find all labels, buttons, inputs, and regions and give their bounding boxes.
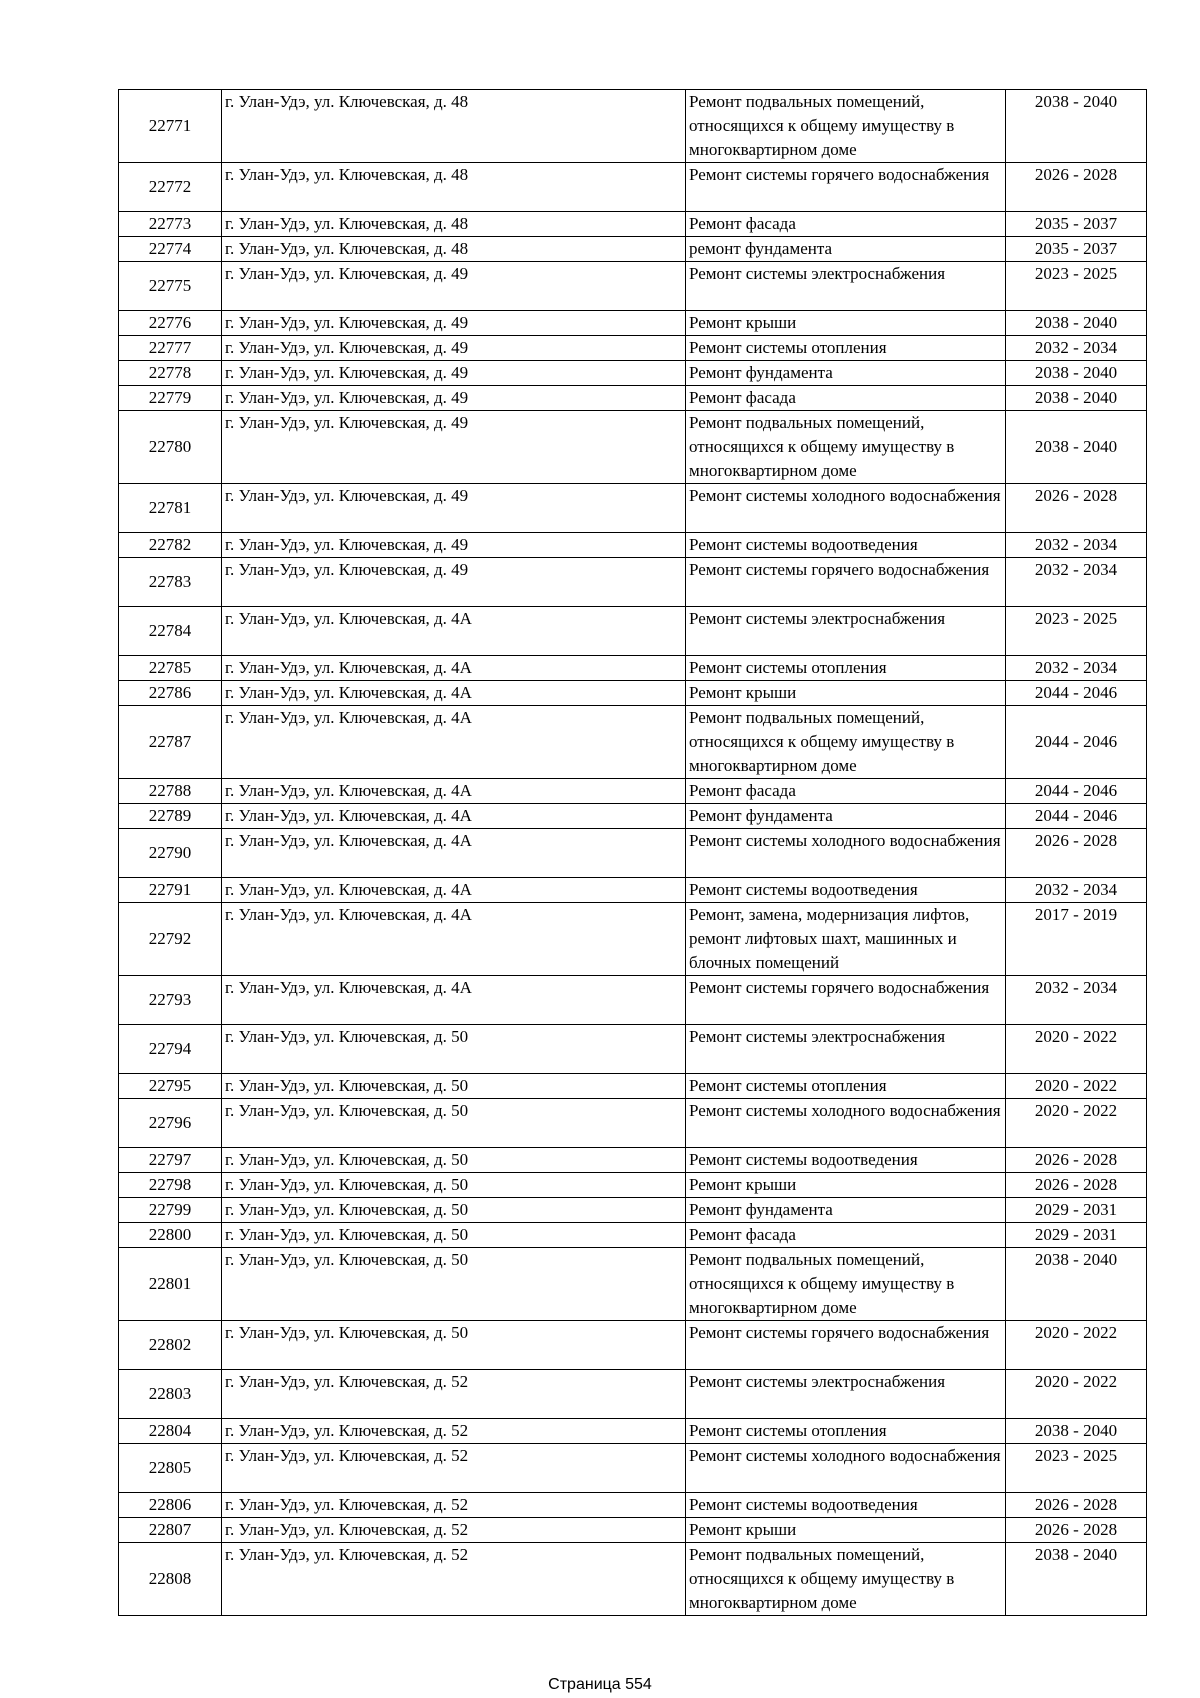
row-number: 22772	[119, 163, 222, 212]
table-row	[119, 656, 1147, 681]
row-work-type: Ремонт фасада	[686, 386, 1006, 411]
row-number: 22777	[119, 336, 222, 361]
row-address: г. Улан-Удэ, ул. Ключевская, д. 50	[222, 1198, 686, 1223]
table-row	[119, 1148, 1147, 1173]
table-row	[119, 311, 1147, 336]
table-row	[119, 411, 1147, 484]
row-address: г. Улан-Удэ, ул. Ключевская, д. 52	[222, 1370, 686, 1419]
table-row	[119, 1419, 1147, 1444]
works-table-body	[119, 90, 1147, 1616]
row-period: 2032 - 2034	[1006, 533, 1147, 558]
row-work-type: Ремонт системы холодного водоснабжения	[686, 1444, 1006, 1493]
row-work-type: Ремонт фасада	[686, 212, 1006, 237]
row-work-type: Ремонт системы электроснабжения	[686, 607, 1006, 656]
row-period: 2044 - 2046	[1006, 681, 1147, 706]
row-period: 2038 - 2040	[1006, 1543, 1147, 1616]
row-address: г. Улан-Удэ, ул. Ключевская, д. 50	[222, 1248, 686, 1321]
row-address: г. Улан-Удэ, ул. Ключевская, д. 50	[222, 1321, 686, 1370]
row-period: 2044 - 2046	[1006, 804, 1147, 829]
row-address: г. Улан-Удэ, ул. Ключевская, д. 4А	[222, 779, 686, 804]
row-work-type: Ремонт системы отопления	[686, 1419, 1006, 1444]
row-address: г. Улан-Удэ, ул. Ключевская, д. 4А	[222, 607, 686, 656]
table-row	[119, 829, 1147, 878]
row-number: 22774	[119, 237, 222, 262]
row-number: 22793	[119, 976, 222, 1025]
row-period: 2020 - 2022	[1006, 1025, 1147, 1074]
row-work-type: Ремонт фасада	[686, 1223, 1006, 1248]
table-row	[119, 1223, 1147, 1248]
row-work-type: Ремонт системы водоотведения	[686, 1148, 1006, 1173]
table-row	[119, 1321, 1147, 1370]
row-address: г. Улан-Удэ, ул. Ключевская, д. 49	[222, 533, 686, 558]
row-work-type: Ремонт системы электроснабжения	[686, 1370, 1006, 1419]
table-row	[119, 706, 1147, 779]
row-work-type: Ремонт системы водоотведения	[686, 533, 1006, 558]
row-number: 22794	[119, 1025, 222, 1074]
row-period: 2026 - 2028	[1006, 1148, 1147, 1173]
row-address: г. Улан-Удэ, ул. Ключевская, д. 4А	[222, 976, 686, 1025]
row-period: 2020 - 2022	[1006, 1321, 1147, 1370]
row-number: 22796	[119, 1099, 222, 1148]
row-period: 2017 - 2019	[1006, 903, 1147, 976]
row-number: 22805	[119, 1444, 222, 1493]
row-work-type: Ремонт системы горячего водоснабжения	[686, 163, 1006, 212]
table-row	[119, 558, 1147, 607]
row-number: 22807	[119, 1518, 222, 1543]
row-address: г. Улан-Удэ, ул. Ключевская, д. 48	[222, 163, 686, 212]
row-work-type: Ремонт системы холодного водоснабжения	[686, 829, 1006, 878]
table-row	[119, 1444, 1147, 1493]
row-period: 2032 - 2034	[1006, 656, 1147, 681]
row-work-type: Ремонт подвальных помещений, относящихся к общему имуществу в многоквартирном доме	[686, 706, 1006, 779]
row-number: 22788	[119, 779, 222, 804]
row-period: 2020 - 2022	[1006, 1370, 1147, 1419]
row-period: 2038 - 2040	[1006, 1248, 1147, 1321]
works-table	[118, 89, 1147, 1616]
table-row	[119, 1248, 1147, 1321]
row-work-type: Ремонт системы отопления	[686, 1074, 1006, 1099]
table-row	[119, 1074, 1147, 1099]
row-number: 22792	[119, 903, 222, 976]
row-number: 22791	[119, 878, 222, 903]
table-row	[119, 1198, 1147, 1223]
row-work-type: Ремонт системы водоотведения	[686, 878, 1006, 903]
row-period: 2023 - 2025	[1006, 262, 1147, 311]
row-number: 22797	[119, 1148, 222, 1173]
row-number: 22790	[119, 829, 222, 878]
row-period: 2026 - 2028	[1006, 1493, 1147, 1518]
row-work-type: Ремонт подвальных помещений, относящихся к общему имуществу в многоквартирном доме	[686, 1543, 1006, 1616]
row-number: 22775	[119, 262, 222, 311]
table-row	[119, 1518, 1147, 1543]
table-row	[119, 262, 1147, 311]
page-number: Страница 554	[548, 1676, 652, 1693]
row-number: 22782	[119, 533, 222, 558]
row-address: г. Улан-Удэ, ул. Ключевская, д. 49	[222, 386, 686, 411]
row-address: г. Улан-Удэ, ул. Ключевская, д. 49	[222, 558, 686, 607]
row-number: 22780	[119, 411, 222, 484]
table-row	[119, 1493, 1147, 1518]
row-period: 2032 - 2034	[1006, 976, 1147, 1025]
row-address: г. Улан-Удэ, ул. Ключевская, д. 49	[222, 336, 686, 361]
row-address: г. Улан-Удэ, ул. Ключевская, д. 50	[222, 1099, 686, 1148]
row-number: 22789	[119, 804, 222, 829]
row-address: г. Улан-Удэ, ул. Ключевская, д. 52	[222, 1419, 686, 1444]
table-row	[119, 533, 1147, 558]
row-period: 2026 - 2028	[1006, 829, 1147, 878]
table-row	[119, 361, 1147, 386]
table-row	[119, 237, 1147, 262]
row-address: г. Улан-Удэ, ул. Ключевская, д. 50	[222, 1148, 686, 1173]
row-work-type: Ремонт фундамента	[686, 804, 1006, 829]
row-number: 22781	[119, 484, 222, 533]
row-work-type: Ремонт подвальных помещений, относящихся к общему имуществу в многоквартирном доме	[686, 1248, 1006, 1321]
row-work-type: Ремонт системы водоотведения	[686, 1493, 1006, 1518]
row-address: г. Улан-Удэ, ул. Ключевская, д. 4А	[222, 829, 686, 878]
row-period: 2026 - 2028	[1006, 1173, 1147, 1198]
row-period: 2038 - 2040	[1006, 1419, 1147, 1444]
row-work-type: Ремонт фундамента	[686, 361, 1006, 386]
row-work-type: Ремонт системы холодного водоснабжения	[686, 484, 1006, 533]
row-number: 22801	[119, 1248, 222, 1321]
row-address: г. Улан-Удэ, ул. Ключевская, д. 49	[222, 484, 686, 533]
row-number: 22802	[119, 1321, 222, 1370]
row-period: 2026 - 2028	[1006, 484, 1147, 533]
table-row	[119, 878, 1147, 903]
row-number: 22779	[119, 386, 222, 411]
table-row	[119, 903, 1147, 976]
row-period: 2044 - 2046	[1006, 779, 1147, 804]
row-number: 22778	[119, 361, 222, 386]
row-period: 2023 - 2025	[1006, 1444, 1147, 1493]
row-address: г. Улан-Удэ, ул. Ключевская, д. 52	[222, 1543, 686, 1616]
row-period: 2035 - 2037	[1006, 212, 1147, 237]
row-number: 22771	[119, 90, 222, 163]
row-number: 22798	[119, 1173, 222, 1198]
row-address: г. Улан-Удэ, ул. Ключевская, д. 4А	[222, 681, 686, 706]
row-work-type: Ремонт системы горячего водоснабжения	[686, 1321, 1006, 1370]
row-period: 2026 - 2028	[1006, 1518, 1147, 1543]
row-work-type: Ремонт системы отопления	[686, 656, 1006, 681]
table-row	[119, 1099, 1147, 1148]
table-row	[119, 804, 1147, 829]
row-address: г. Улан-Удэ, ул. Ключевская, д. 48	[222, 212, 686, 237]
table-row	[119, 681, 1147, 706]
row-number: 22803	[119, 1370, 222, 1419]
row-work-type: Ремонт подвальных помещений, относящихся к общему имуществу в многоквартирном доме	[686, 90, 1006, 163]
row-address: г. Улан-Удэ, ул. Ключевская, д. 50	[222, 1074, 686, 1099]
table-row	[119, 90, 1147, 163]
row-period: 2032 - 2034	[1006, 336, 1147, 361]
row-period: 2029 - 2031	[1006, 1198, 1147, 1223]
table-row	[119, 1025, 1147, 1074]
row-number: 22795	[119, 1074, 222, 1099]
row-address: г. Улан-Удэ, ул. Ключевская, д. 4А	[222, 656, 686, 681]
table-row	[119, 163, 1147, 212]
row-address: г. Улан-Удэ, ул. Ключевская, д. 4А	[222, 706, 686, 779]
row-address: г. Улан-Удэ, ул. Ключевская, д. 4А	[222, 804, 686, 829]
row-period: 2020 - 2022	[1006, 1074, 1147, 1099]
row-period: 2044 - 2046	[1006, 706, 1147, 779]
table-row	[119, 1543, 1147, 1616]
row-work-type: ремонт фундамента	[686, 237, 1006, 262]
row-work-type: Ремонт системы горячего водоснабжения	[686, 558, 1006, 607]
row-work-type: Ремонт крыши	[686, 681, 1006, 706]
row-number: 22773	[119, 212, 222, 237]
row-number: 22806	[119, 1493, 222, 1518]
row-address: г. Улан-Удэ, ул. Ключевская, д. 52	[222, 1493, 686, 1518]
row-period: 2035 - 2037	[1006, 237, 1147, 262]
row-number: 22799	[119, 1198, 222, 1223]
row-work-type: Ремонт системы электроснабжения	[686, 262, 1006, 311]
table-row	[119, 779, 1147, 804]
table-row	[119, 484, 1147, 533]
row-period: 2038 - 2040	[1006, 361, 1147, 386]
row-number: 22784	[119, 607, 222, 656]
row-period: 2020 - 2022	[1006, 1099, 1147, 1148]
row-work-type: Ремонт крыши	[686, 311, 1006, 336]
row-number: 22804	[119, 1419, 222, 1444]
row-address: г. Улан-Удэ, ул. Ключевская, д. 48	[222, 90, 686, 163]
row-address: г. Улан-Удэ, ул. Ключевская, д. 4А	[222, 878, 686, 903]
table-row	[119, 1370, 1147, 1419]
row-work-type: Ремонт фундамента	[686, 1198, 1006, 1223]
table-row	[119, 976, 1147, 1025]
table-row	[119, 336, 1147, 361]
row-work-type: Ремонт системы отопления	[686, 336, 1006, 361]
row-period: 2032 - 2034	[1006, 558, 1147, 607]
row-period: 2029 - 2031	[1006, 1223, 1147, 1248]
table-row	[119, 1173, 1147, 1198]
row-address: г. Улан-Удэ, ул. Ключевская, д. 4А	[222, 903, 686, 976]
row-period: 2038 - 2040	[1006, 90, 1147, 163]
row-period: 2038 - 2040	[1006, 386, 1147, 411]
row-period: 2026 - 2028	[1006, 163, 1147, 212]
row-work-type: Ремонт крыши	[686, 1173, 1006, 1198]
row-work-type: Ремонт системы холодного водоснабжения	[686, 1099, 1006, 1148]
row-period: 2038 - 2040	[1006, 411, 1147, 484]
row-address: г. Улан-Удэ, ул. Ключевская, д. 49	[222, 411, 686, 484]
row-work-type: Ремонт системы горячего водоснабжения	[686, 976, 1006, 1025]
row-number: 22785	[119, 656, 222, 681]
row-address: г. Улан-Удэ, ул. Ключевская, д. 49	[222, 262, 686, 311]
row-address: г. Улан-Удэ, ул. Ключевская, д. 52	[222, 1444, 686, 1493]
row-period: 2032 - 2034	[1006, 878, 1147, 903]
row-number: 22787	[119, 706, 222, 779]
row-work-type: Ремонт, замена, модернизация лифтов, ремонт лифтовых шахт, машинных и блочных помещений	[686, 903, 1006, 976]
row-address: г. Улан-Удэ, ул. Ключевская, д. 50	[222, 1223, 686, 1248]
row-number: 22808	[119, 1543, 222, 1616]
row-address: г. Улан-Удэ, ул. Ключевская, д. 49	[222, 311, 686, 336]
row-work-type: Ремонт системы электроснабжения	[686, 1025, 1006, 1074]
row-period: 2038 - 2040	[1006, 311, 1147, 336]
row-number: 22776	[119, 311, 222, 336]
row-address: г. Улан-Удэ, ул. Ключевская, д. 50	[222, 1173, 686, 1198]
row-address: г. Улан-Удэ, ул. Ключевская, д. 49	[222, 361, 686, 386]
row-number: 22786	[119, 681, 222, 706]
row-period: 2023 - 2025	[1006, 607, 1147, 656]
row-address: г. Улан-Удэ, ул. Ключевская, д. 48	[222, 237, 686, 262]
row-number: 22783	[119, 558, 222, 607]
row-work-type: Ремонт фасада	[686, 779, 1006, 804]
row-address: г. Улан-Удэ, ул. Ключевская, д. 52	[222, 1518, 686, 1543]
table-row	[119, 386, 1147, 411]
row-work-type: Ремонт подвальных помещений, относящихся к общему имуществу в многоквартирном доме	[686, 411, 1006, 484]
row-work-type: Ремонт крыши	[686, 1518, 1006, 1543]
table-row	[119, 212, 1147, 237]
row-address: г. Улан-Удэ, ул. Ключевская, д. 50	[222, 1025, 686, 1074]
table-row	[119, 607, 1147, 656]
row-number: 22800	[119, 1223, 222, 1248]
